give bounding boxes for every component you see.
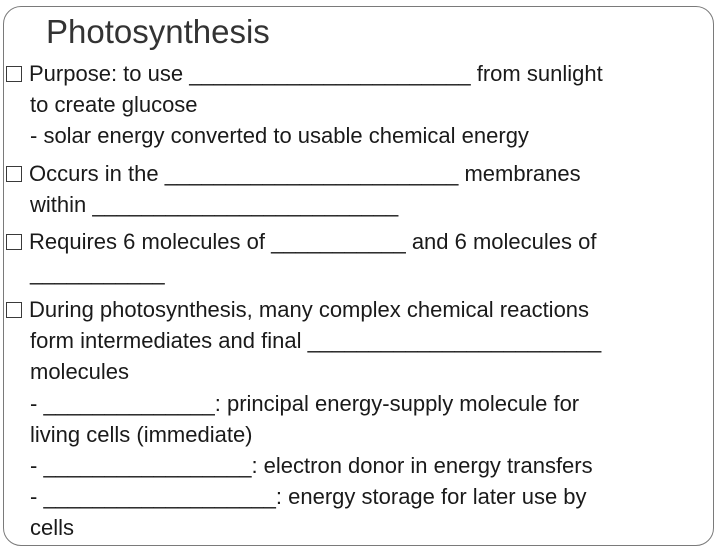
text-line: living cells (immediate) [30, 422, 253, 447]
bullet-text: During photosynthesis, many complex chemical reactions [29, 297, 590, 322]
text-line: - ______________: principal energy-supply molecule for [30, 391, 580, 416]
bullet-text: Purpose: to use _______________________ from sunlight [29, 61, 603, 86]
bullet-text: Requires 6 molecules of ___________ and 6 molecules of [29, 229, 597, 254]
text-line: to create glucose [30, 92, 198, 117]
text-line: form intermediates and final ________________________ [30, 328, 602, 353]
text-line: ___________ [30, 260, 165, 285]
text-line: - ___________________: energy storage for later use by [30, 484, 587, 509]
square-bullet-icon [6, 302, 22, 318]
text-line: within _________________________ [30, 192, 399, 217]
bullet-purpose [6, 60, 603, 88]
text-line: - _________________: electron donor in energy transfers [30, 453, 593, 478]
square-bullet-icon [6, 166, 22, 182]
bullet-occurs [6, 160, 581, 188]
slide-title: Photosynthesis [46, 13, 270, 50]
bullet-during [6, 296, 589, 324]
bullet-text: Occurs in the ________________________ membranes [29, 161, 581, 186]
square-bullet-icon [6, 66, 22, 82]
text-line: cells [30, 515, 75, 540]
square-bullet-icon [6, 234, 22, 250]
text-line: - solar energy converted to usable chemical energy [30, 123, 529, 148]
text-line: molecules [30, 359, 130, 384]
bullet-requires [6, 228, 597, 256]
